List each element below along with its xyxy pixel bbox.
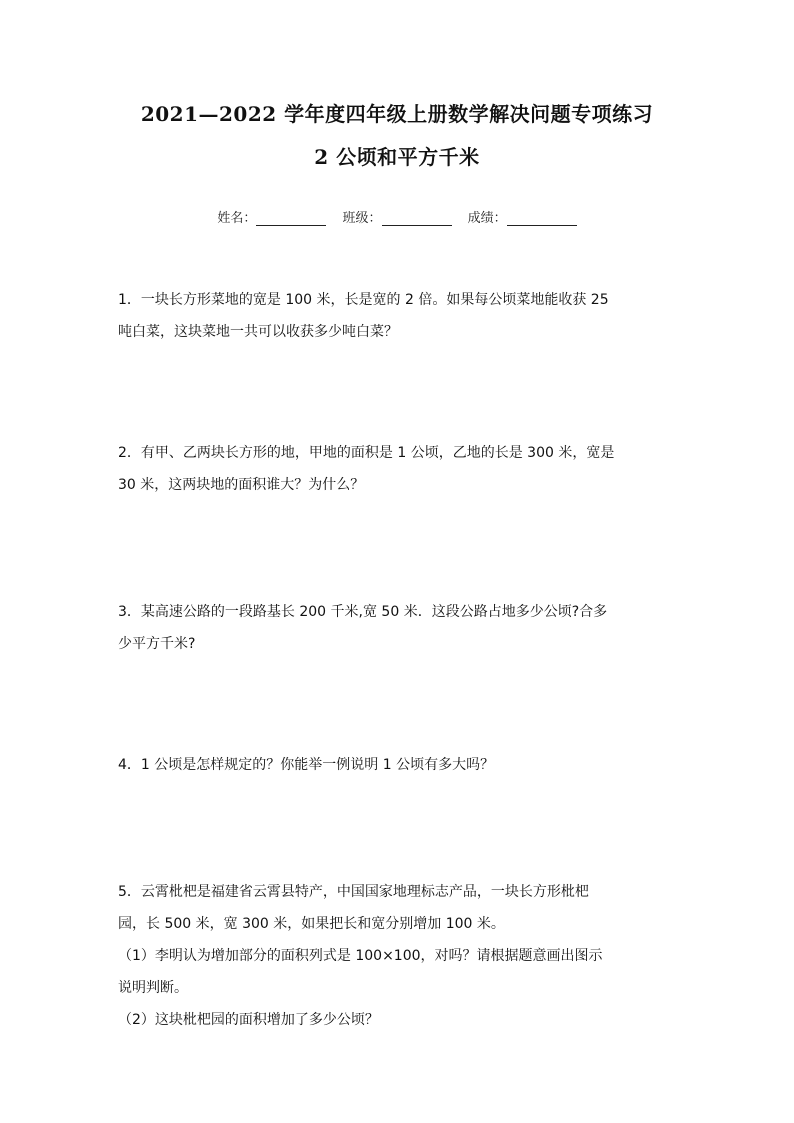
question-line: 少平方千米? [118, 636, 196, 652]
class-field [342, 207, 451, 226]
class-label: 班级： [342, 211, 382, 226]
question-line: 2．有甲、乙两块长方形的地，甲地的面积是 1 公顷，乙地的长是 300 米，宽是 [118, 445, 615, 461]
question-line: 4．1 公顷是怎样规定的？你能举一例说明 1 公顷有多大吗？ [118, 757, 495, 773]
score-field [468, 207, 577, 226]
question-line: 1．一块长方形菜地的宽是 100 米，长是宽的 2 倍。如果每公顷菜地能收获 25 [118, 292, 609, 308]
question-2 [118, 437, 678, 501]
question-line: 3．某高速公路的一段路基长 200 千米,宽 50 米．这段公路占地多少公顷?合多 [118, 604, 608, 620]
name-field [217, 207, 326, 226]
question-line: 5．云霄枇杷是福建省云霄县特产，中国国家地理标志产品，一块长方形枇杷 [118, 884, 589, 900]
score-blank [507, 211, 577, 226]
question-4 [118, 749, 678, 781]
question-3 [118, 596, 678, 660]
class-blank [382, 211, 452, 226]
page-title: 2021—2022 学年度四年级上册数学解决问题专项练习 [140, 102, 654, 126]
question-line: 吨白菜，这块菜地一共可以收获多少吨白菜？ [118, 324, 398, 340]
sub-question-line: （1）李明认为增加部分的面积列式是 100×100，对吗？请根据题意画出图示 [118, 948, 603, 964]
question-5 [118, 876, 678, 1036]
name-blank [256, 211, 326, 226]
name-label: 姓名： [217, 211, 257, 226]
score-label: 成绩： [467, 211, 507, 226]
student-info-row [0, 207, 794, 226]
sub-question-line: （2）这块枇杷园的面积增加了多少公顷？ [118, 1012, 379, 1028]
question-line: 30 米，这两块地的面积谁大？为什么？ [118, 477, 365, 493]
page-subtitle: 2 公顷和平方千米 [314, 145, 480, 169]
sub-question-line: 说明判断。 [118, 980, 188, 996]
question-line: 园，长 500 米，宽 300 米，如果把长和宽分别增加 100 米。 [118, 916, 505, 932]
question-1 [118, 284, 678, 348]
